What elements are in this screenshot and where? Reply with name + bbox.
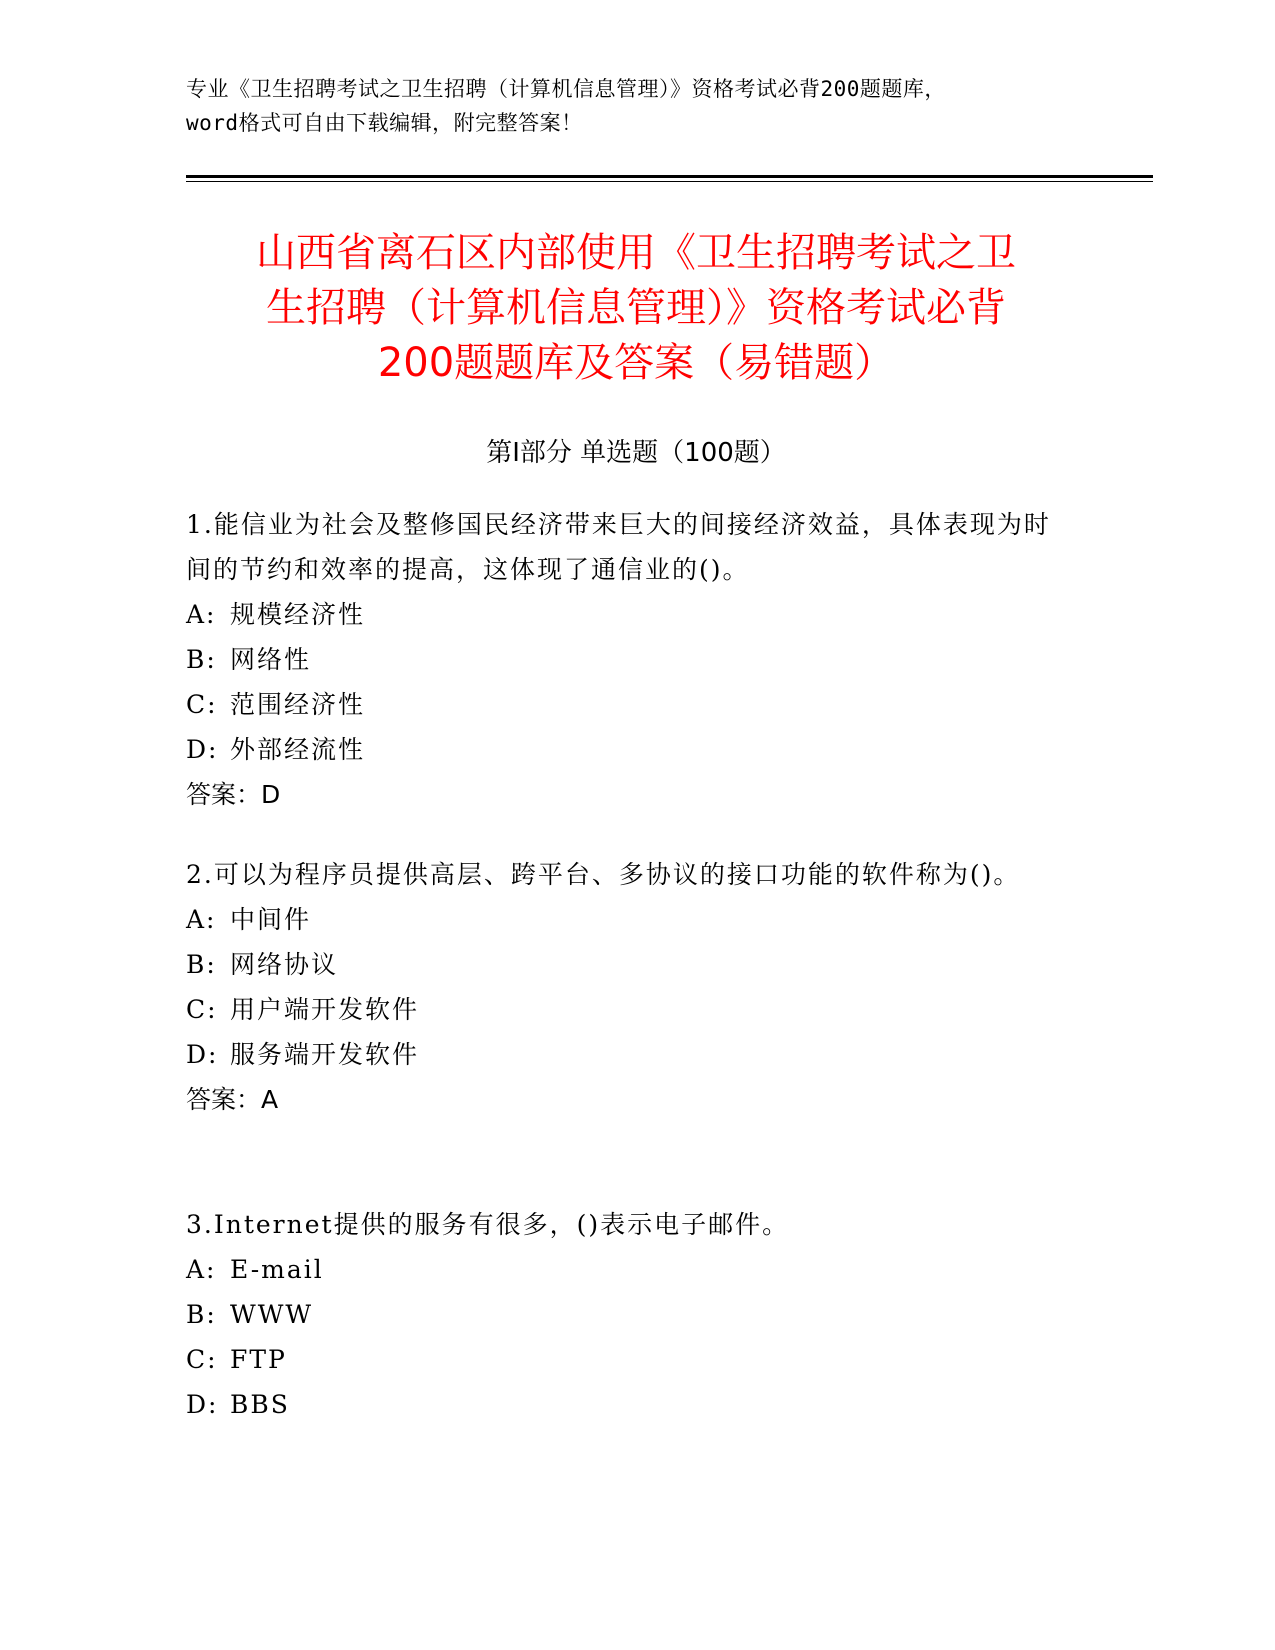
option-text: 网络协议 (230, 950, 339, 979)
document-title (186, 226, 1086, 391)
option-letter: B: (186, 950, 217, 979)
question-option (186, 727, 1056, 772)
question-option (186, 1292, 1056, 1337)
option-text: E-mail (230, 1255, 324, 1284)
option-letter: D: (186, 1390, 219, 1419)
header-divider-thin (186, 181, 1153, 182)
question-answer: 答案：D (186, 780, 281, 809)
question-stem: 2.可以为程序员提供高层、跨平台、多协议的接口功能的软件称为()。 (186, 860, 1021, 889)
question-answer: 答案：A (186, 1085, 279, 1114)
question-stem: 1.能信业为社会及整修国民经济带来巨大的间接经济效益，具体表现为时间的节约和效率的提高，这体现了通信业的()。 (186, 510, 1051, 584)
option-text: WWW (230, 1300, 314, 1329)
option-letter: B: (186, 1300, 217, 1329)
question-stem: 3.Internet提供的服务有很多，()表示电子邮件。 (186, 1210, 790, 1239)
option-letter: D: (186, 1040, 219, 1069)
header-note-line-1: 专业《卫生招聘考试之卫生招聘（计算机信息管理）》资格考试必背200题题库， (186, 77, 946, 101)
option-text: 范围经济性 (230, 690, 366, 719)
option-text: 用户端开发软件 (230, 995, 420, 1024)
question-option (186, 1337, 1056, 1382)
option-letter: C: (186, 1345, 218, 1374)
option-text: FTP (230, 1345, 287, 1374)
option-letter: A: (186, 600, 217, 629)
option-letter: A: (186, 1255, 217, 1284)
option-letter: C: (186, 995, 218, 1024)
question-item (186, 852, 1056, 1122)
option-text: 外部经流性 (230, 735, 366, 764)
header-divider-thick (186, 175, 1153, 178)
option-text: 网络性 (230, 645, 312, 674)
question-option (186, 942, 1056, 987)
option-text: 服务端开发软件 (230, 1040, 420, 1069)
question-option (186, 682, 1056, 727)
option-letter: A: (186, 905, 217, 934)
question-option (186, 592, 1056, 637)
document-title-line-2: 生招聘（计算机信息管理）》资格考试必背 (266, 285, 1006, 331)
document-title-line-3: 200题题库及答案（易错题） (377, 340, 895, 386)
question-option (186, 1382, 1056, 1427)
option-letter: C: (186, 690, 218, 719)
header-note (186, 72, 1086, 140)
question-option (186, 637, 1056, 682)
document-title-line-1: 山西省离石区内部使用《卫生招聘考试之卫 (256, 230, 1016, 276)
section-heading: 第Ⅰ部分 单选题（100题） (486, 438, 786, 468)
option-text: 规模经济性 (230, 600, 366, 629)
option-letter: B: (186, 645, 217, 674)
option-text: BBS (230, 1390, 290, 1419)
option-letter: D: (186, 735, 219, 764)
question-item (186, 1202, 1056, 1427)
question-item (186, 502, 1056, 817)
question-option (186, 1247, 1056, 1292)
question-option (186, 1032, 1056, 1077)
option-text: 中间件 (230, 905, 312, 934)
header-note-line-2: word格式可自由下载编辑，附完整答案！ (186, 111, 583, 135)
question-option (186, 987, 1056, 1032)
question-option (186, 897, 1056, 942)
